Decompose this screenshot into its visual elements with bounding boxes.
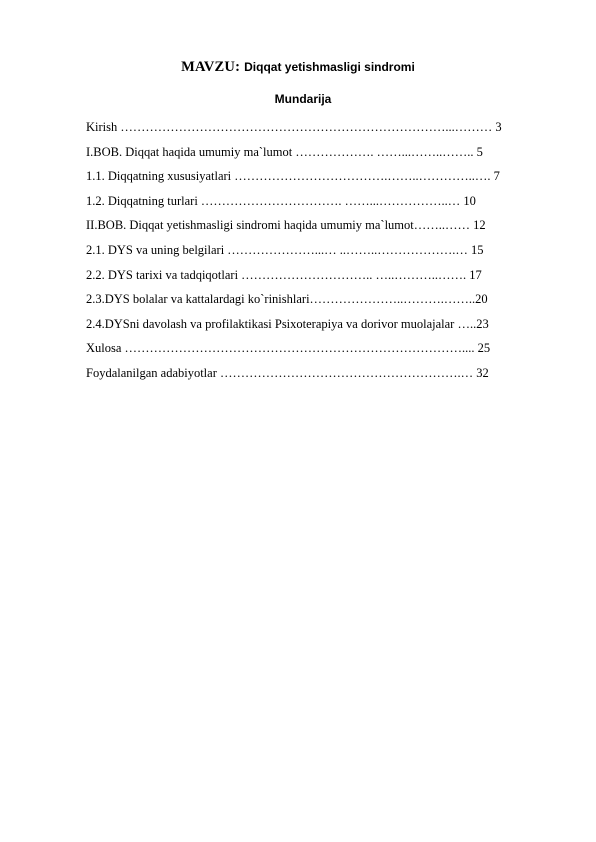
- toc-entry-chapter-1: [86, 142, 544, 167]
- title-topic: Diqqat yetishmasligi sindromi: [244, 60, 415, 74]
- toc-entry-chapter-2: [86, 215, 544, 240]
- toc-heading: Mundarija: [274, 92, 332, 106]
- toc-entry-section-2-2: [86, 265, 544, 290]
- toc-entry-section-1-1: [86, 166, 544, 191]
- toc-entry-text: 2.3.DYS bolalar va kattalardagi koˋrinishlari…………………..……….……..20: [86, 292, 488, 307]
- toc-entry-text: Foydalanilgan adabiyotlar ………………………………………………….… 32: [86, 365, 489, 380]
- toc-entry-text: II.BOB. Diqqat yetishmasligi sindromi haqida umumiy maˋlumot……..…… 12: [86, 218, 486, 233]
- toc-entry-conclusion: [86, 338, 544, 363]
- toc-entry-introduction: [86, 117, 544, 142]
- table-of-contents: [86, 117, 544, 388]
- toc-entry-text: I.BOB. Diqqat haqida umumiy maˋlumot ………………. ……...……..…….. 5: [86, 144, 483, 159]
- toc-entry-section-2-3: [86, 289, 544, 314]
- toc-entry-section-2-1: [86, 240, 544, 265]
- toc-entry-text: 1.1. Diqqatning xususiyatlari ……………………………….……..…………..…. 7: [86, 169, 500, 184]
- toc-entry-text: 2.2. DYS tarixi va tadqiqotlari ………………………….. …..………..……. 17: [86, 267, 482, 282]
- toc-entry-text: Kirish ……………………………………………………………………...……… 3: [86, 120, 502, 134]
- toc-entry-section-1-2: [86, 191, 544, 216]
- title-label: MAVZU:: [181, 59, 241, 75]
- toc-entry-text: 1.2. Diqqatning turlari ……………………………. ……...……………..… 10: [86, 193, 476, 208]
- toc-entry-references: [86, 363, 544, 388]
- toc-entry-text: 2.4.DYSni davolash va profilaktikasi Psixoterapiya va dorivor muolajalar …..23: [86, 316, 489, 331]
- toc-entry-section-2-4: [86, 314, 544, 339]
- document-title: [0, 58, 596, 76]
- toc-entry-text: 2.1. DYS va uning belgilari …………………...… ..……..……………….… 15: [86, 242, 484, 257]
- toc-entry-text: Xulosa ……………………………………………………………………….... 25: [86, 341, 491, 356]
